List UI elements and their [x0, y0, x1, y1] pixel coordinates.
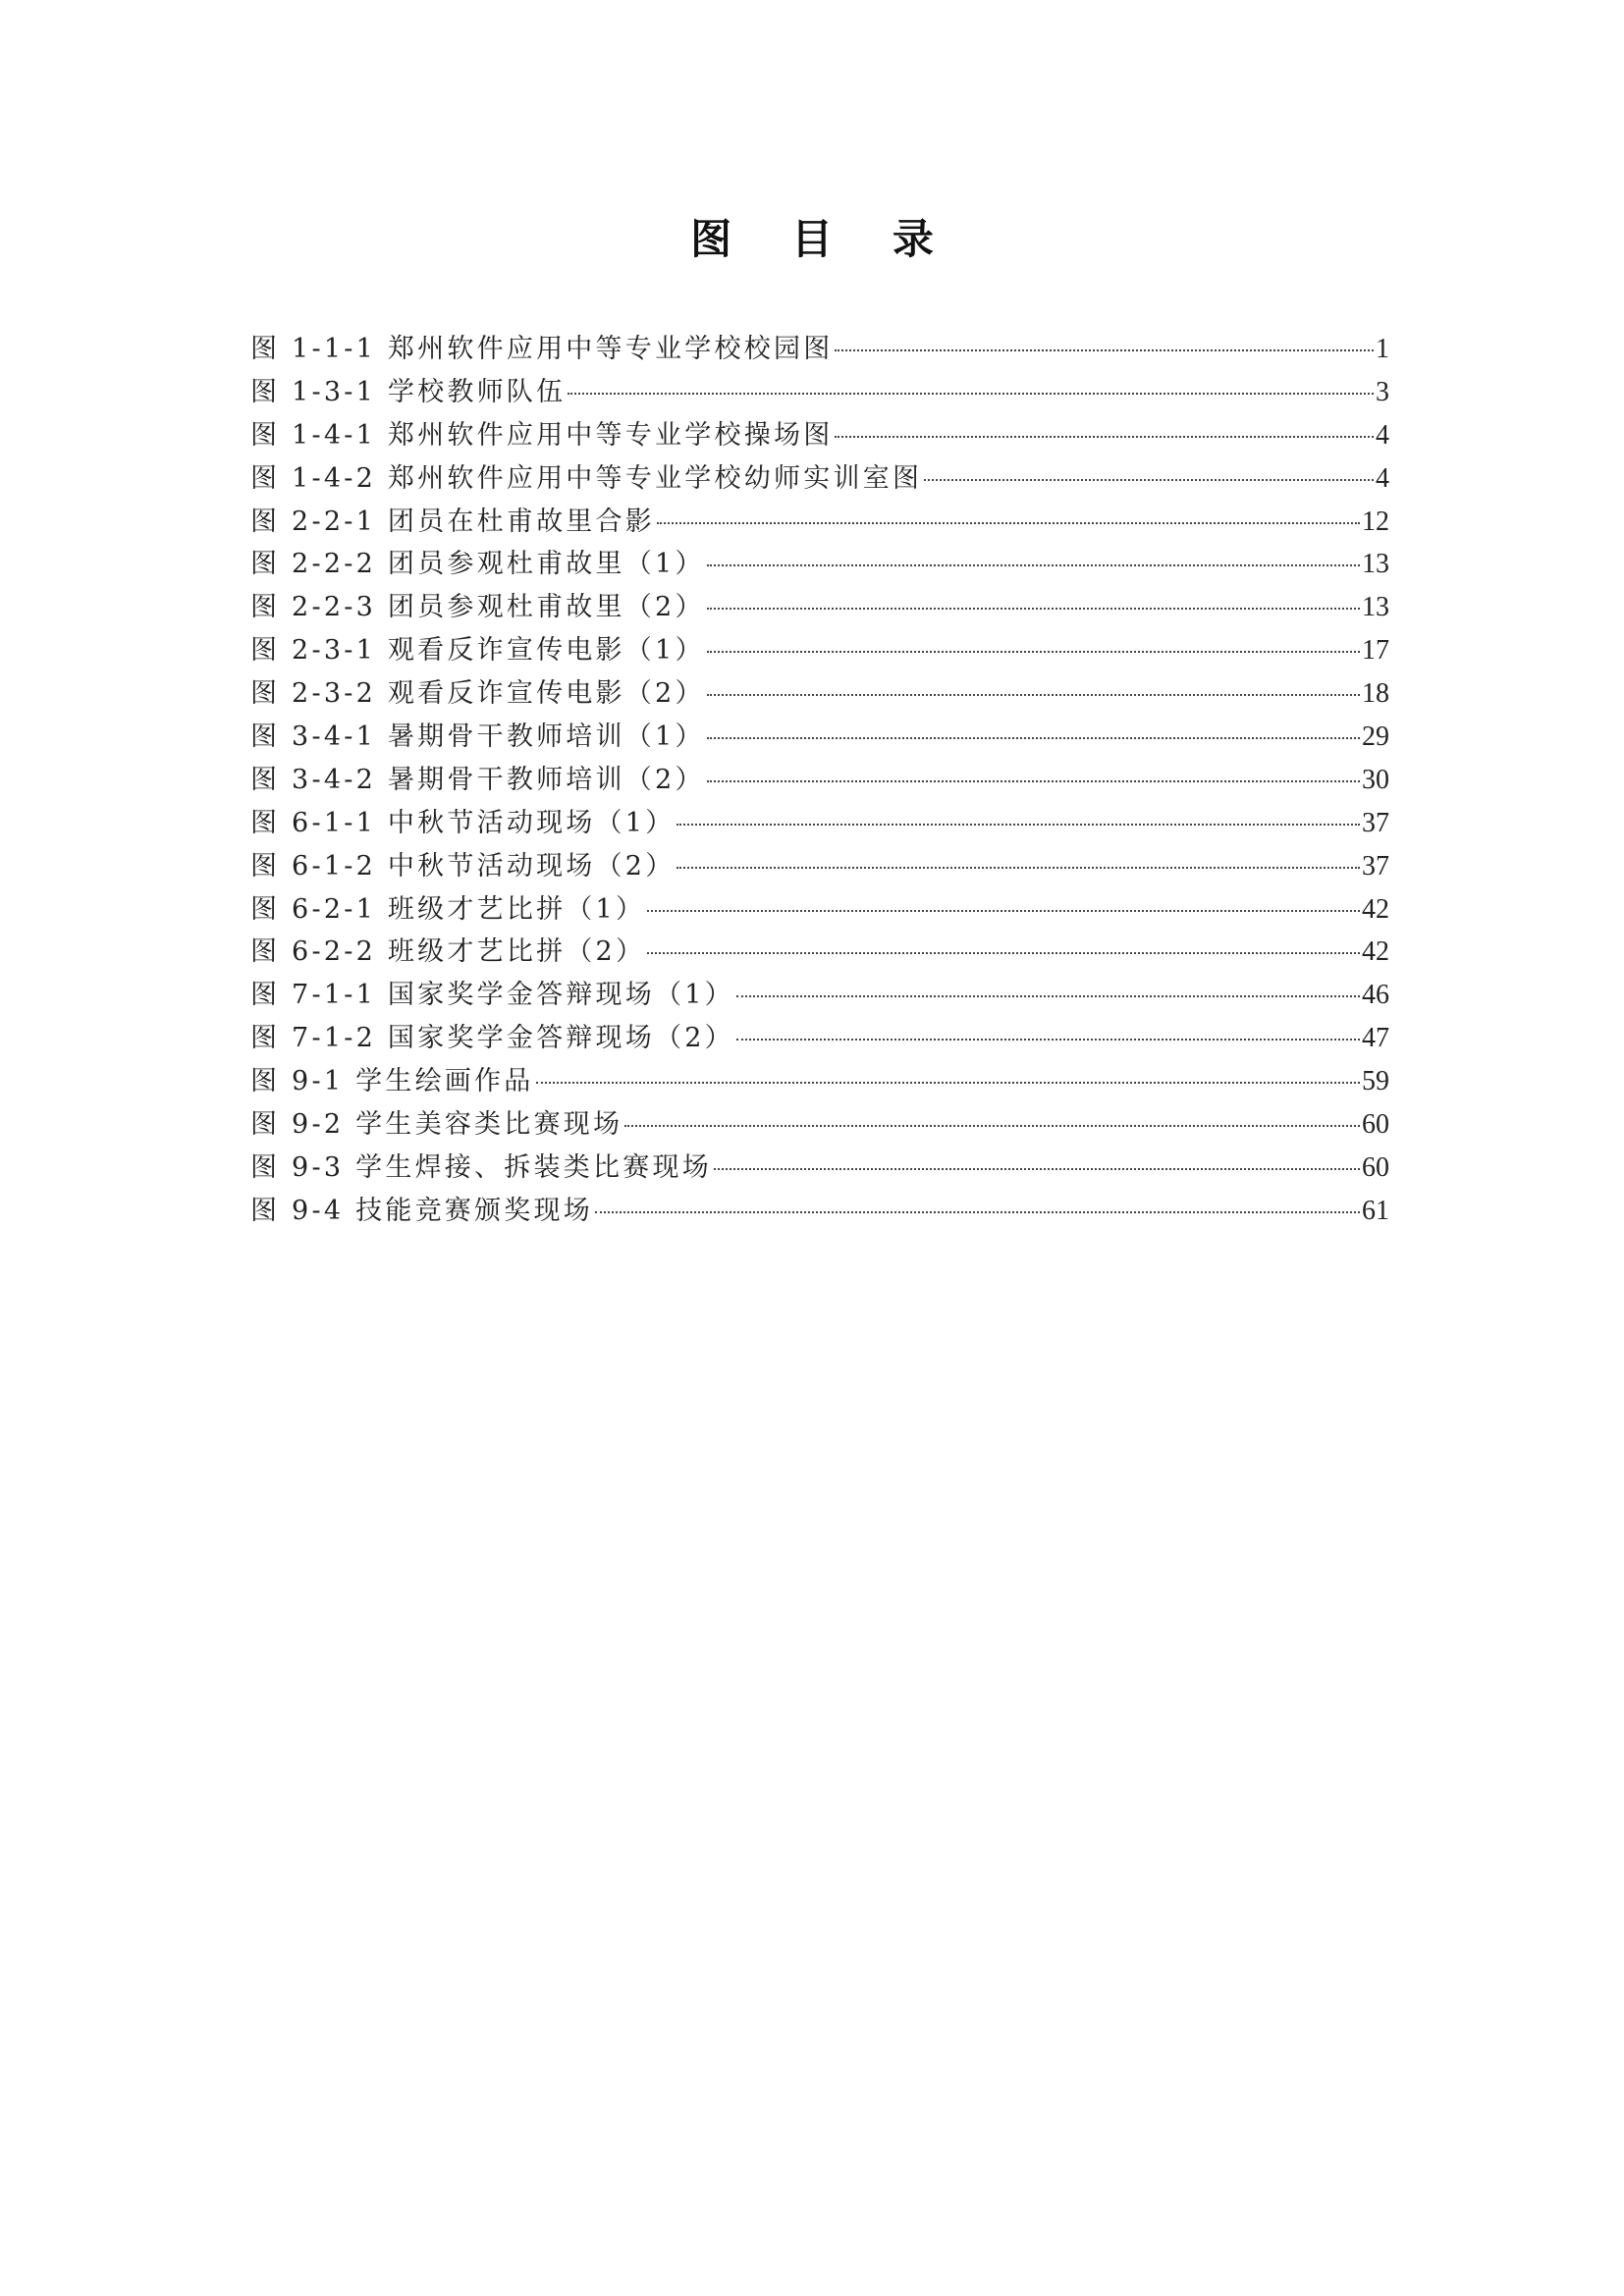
toc-entry-page-number: 42 [1362, 936, 1389, 968]
dot-leader [677, 867, 1360, 869]
dot-leader [707, 737, 1360, 739]
toc-entry-label: 图 1-3-1 学校教师队伍 [250, 376, 567, 407]
toc-entry-page-number: 18 [1362, 678, 1389, 710]
toc-entry-label: 图 6-2-2 班级才艺比拼（2） [250, 936, 646, 968]
toc-entry-label: 图 7-1-2 国家奖学金答辩现场（2） [250, 1023, 734, 1054]
dot-leader [647, 952, 1360, 954]
toc-entry[interactable] [250, 629, 1389, 672]
toc-entry-page-number: 60 [1362, 1151, 1389, 1183]
toc-entry-label: 图 9-3 学生焊接、拆装类比赛现场 [250, 1151, 712, 1183]
toc-entry[interactable] [250, 1017, 1389, 1060]
toc-entry-label: 图 1-4-1 郑州软件应用中等专业学校操场图 [250, 419, 834, 451]
dot-leader [707, 694, 1360, 696]
dot-leader [707, 608, 1360, 610]
toc-entry[interactable] [250, 586, 1389, 629]
toc-entry-page-number: 42 [1362, 893, 1389, 925]
toc-entry[interactable] [250, 328, 1389, 371]
toc-entry-label: 图 2-3-1 观看反诈宣传电影（1） [250, 635, 705, 667]
toc-entry-page-number: 1 [1376, 334, 1389, 364]
dot-leader [835, 436, 1374, 438]
toc-entry-page-number: 13 [1362, 592, 1389, 623]
toc-entry[interactable] [250, 888, 1389, 932]
toc-entry-page-number: 60 [1362, 1109, 1389, 1141]
dot-leader [595, 1211, 1360, 1213]
toc-entry[interactable] [250, 802, 1389, 845]
toc-entry-label: 图 3-4-1 暑期骨干教师培训（1） [250, 721, 705, 753]
toc-entry-page-number: 12 [1362, 506, 1389, 537]
dot-leader [707, 651, 1360, 653]
toc-entry-page-number: 61 [1362, 1195, 1389, 1226]
toc-entry-label: 图 3-4-2 暑期骨干教师培训（2） [250, 764, 705, 795]
dot-leader [714, 1168, 1360, 1170]
toc-entry-page-number: 46 [1362, 980, 1389, 1011]
toc-entry[interactable] [250, 974, 1389, 1017]
dot-leader [736, 995, 1360, 997]
toc-entry[interactable] [250, 1060, 1389, 1103]
toc-entry[interactable] [250, 543, 1389, 586]
toc-entry-page-number: 3 [1376, 376, 1389, 407]
figure-list [250, 328, 1389, 1233]
toc-entry-label: 图 2-2-1 团员在杜甫故里合影 [250, 506, 656, 537]
toc-entry-page-number: 29 [1362, 721, 1389, 753]
toc-entry-page-number: 4 [1376, 419, 1389, 451]
toc-entry-label: 图 2-2-3 团员参观杜甫故里（2） [250, 592, 705, 623]
toc-entry-page-number: 37 [1362, 850, 1389, 881]
toc-entry-label: 图 2-3-2 观看反诈宣传电影（2） [250, 678, 705, 710]
toc-entry[interactable] [250, 1103, 1389, 1147]
toc-entry-page-number: 17 [1362, 635, 1389, 667]
toc-entry-label: 图 1-4-2 郑州软件应用中等专业学校幼师实训室图 [250, 462, 923, 494]
toc-entry[interactable] [250, 931, 1389, 974]
toc-entry[interactable] [250, 371, 1389, 414]
toc-entry-label: 图 7-1-1 国家奖学金答辩现场（1） [250, 980, 734, 1011]
dot-leader [924, 479, 1374, 481]
dot-leader [736, 1039, 1360, 1041]
toc-entry-page-number: 59 [1362, 1066, 1389, 1097]
toc-entry[interactable] [250, 457, 1389, 501]
toc-entry-page-number: 47 [1362, 1023, 1389, 1054]
toc-entry[interactable] [250, 716, 1389, 759]
toc-entry[interactable] [250, 414, 1389, 457]
toc-entry-label: 图 6-1-2 中秋节活动现场（2） [250, 850, 676, 881]
toc-entry[interactable] [250, 845, 1389, 888]
dot-leader [624, 1125, 1360, 1127]
dot-leader [657, 522, 1360, 524]
dot-leader [536, 1082, 1360, 1084]
dot-leader [568, 393, 1374, 395]
toc-entry-page-number: 4 [1376, 462, 1389, 494]
toc-entry-label: 图 9-2 学生美容类比赛现场 [250, 1109, 623, 1141]
toc-entry[interactable] [250, 1190, 1389, 1233]
dot-leader [647, 910, 1360, 912]
page-title: 图 目 录 [690, 215, 956, 263]
toc-entry-label: 图 1-1-1 郑州软件应用中等专业学校校园图 [250, 334, 834, 364]
toc-entry-label: 图 6-1-1 中秋节活动现场（1） [250, 807, 676, 838]
dot-leader [677, 824, 1360, 826]
toc-entry[interactable] [250, 1147, 1389, 1190]
toc-entry-label: 图 9-4 技能竞赛颁奖现场 [250, 1195, 594, 1226]
toc-entry[interactable] [250, 759, 1389, 802]
dot-leader [835, 349, 1374, 351]
toc-entry-label: 图 2-2-2 团员参观杜甫故里（1） [250, 549, 705, 580]
dot-leader [707, 780, 1360, 782]
dot-leader [707, 564, 1360, 566]
toc-entry[interactable] [250, 501, 1389, 544]
toc-entry[interactable] [250, 672, 1389, 716]
toc-entry-label: 图 6-2-1 班级才艺比拼（1） [250, 893, 646, 925]
toc-entry-label: 图 9-1 学生绘画作品 [250, 1066, 534, 1097]
toc-entry-page-number: 13 [1362, 549, 1389, 580]
toc-entry-page-number: 30 [1362, 764, 1389, 795]
toc-entry-page-number: 37 [1362, 807, 1389, 838]
